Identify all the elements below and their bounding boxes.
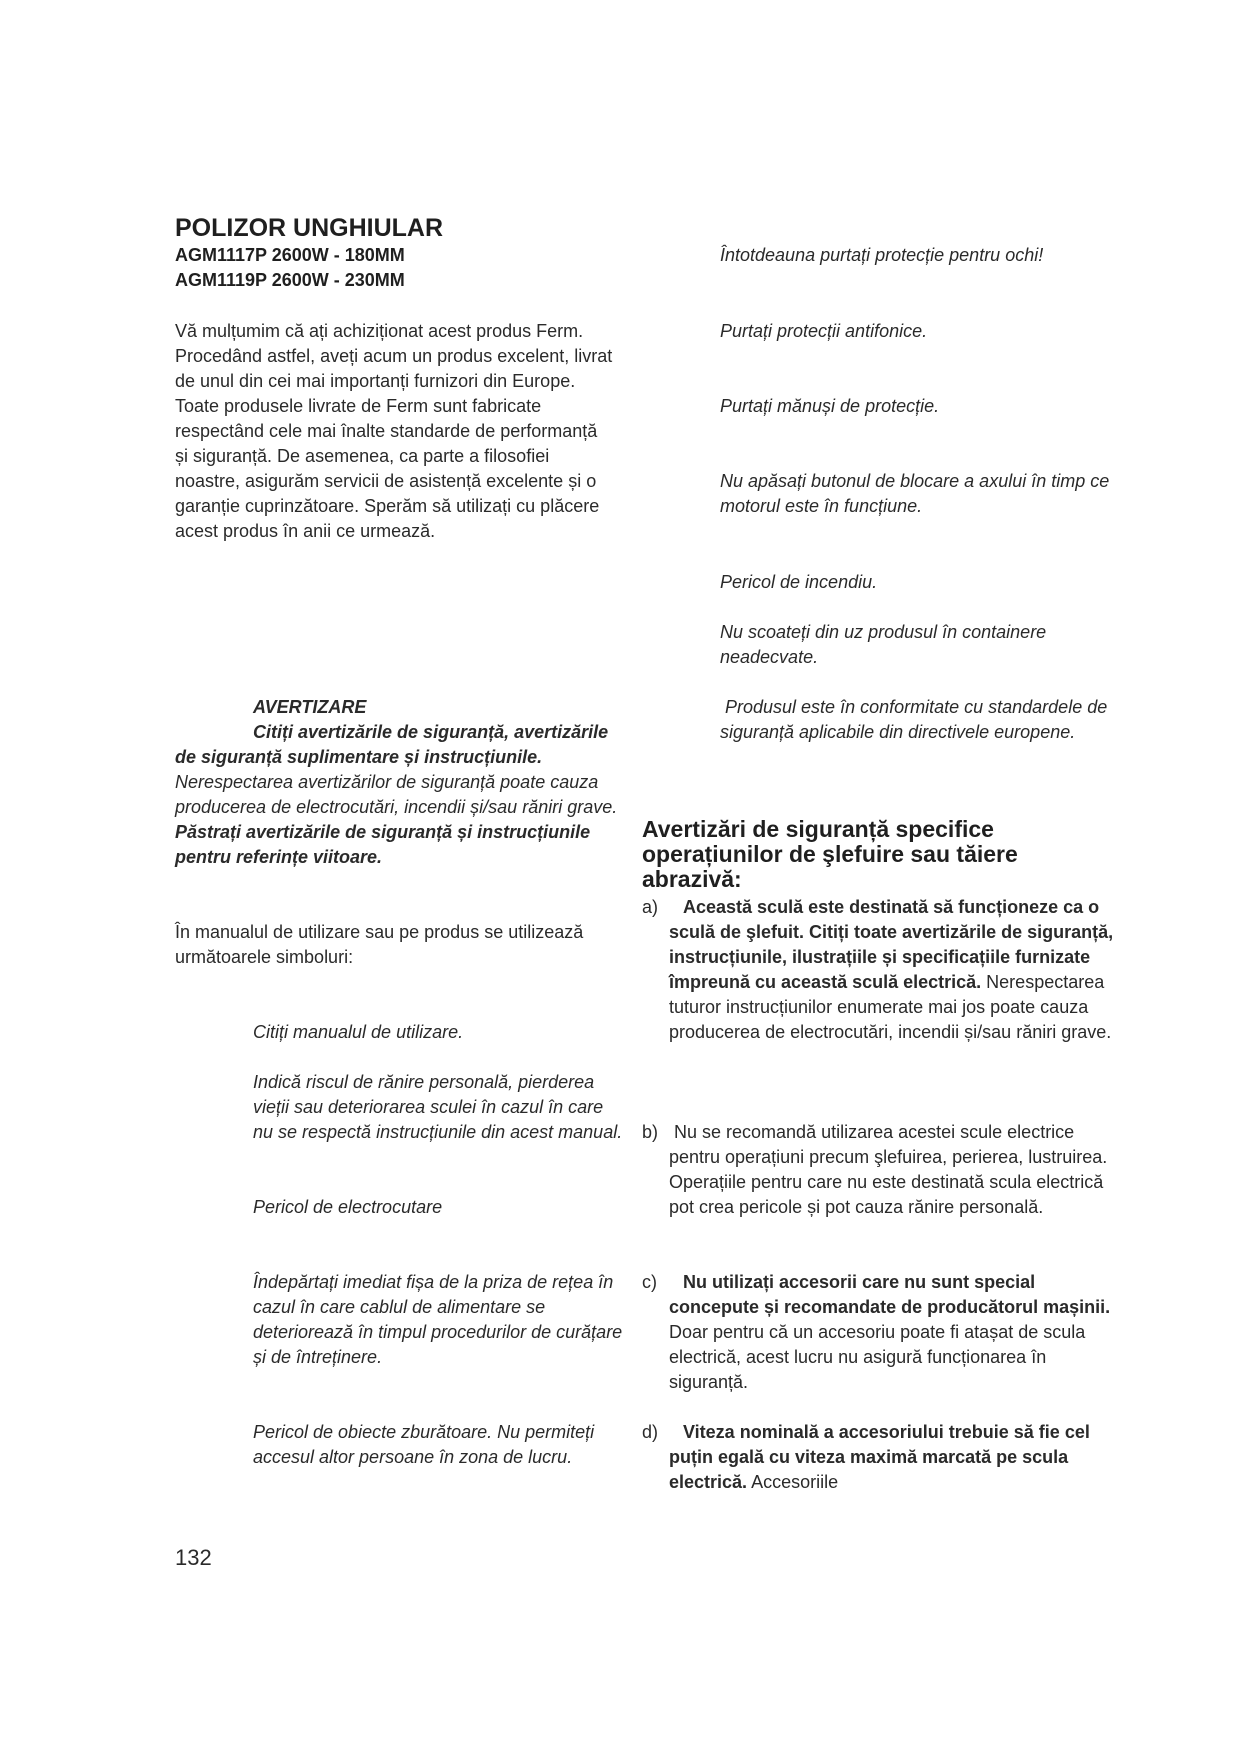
symbols-intro: În manualul de utilizare sau pe produs se utilizează următoarele simboluri: [175, 922, 584, 967]
item-label: d) [642, 1422, 659, 1442]
item-text: Această sculă este destinată să funcționeze ca o sculă de şlefuit. Citiți toate avertizările de siguranță, instrucțiunile, ilustrațiile și specificațiile furnizate împreună cu această sculă electrică. Nerespectarea tuturor instrucțiunilor enumerate mai jos poate cauza producerea de electrocutări, incendii și/sau răniri grave. [669, 897, 1114, 1042]
symbol-eye-protection: Întotdeauna purtați protecție pentru ochi! [720, 245, 1044, 265]
warning-text-1: Nerespectarea avertizărilor de siguranță poate cauza producerea de electrocutări, incendii și/sau răniri grave. [175, 772, 618, 817]
symbol-injury-risk: Indică riscul de rănire personală, pierderea vieții sau deteriorarea sculei în cazul în care nu se respectă instrucțiunile din acest manual. [253, 1072, 623, 1142]
list-item [642, 1120, 1122, 1220]
symbol-ce-conformity: Produsul este în conformitate cu standardele de siguranță aplicabile din directivele europene. [720, 697, 1108, 742]
list-item [642, 1420, 1122, 1495]
symbol-spindle-lock: Nu apăsați butonul de blocare a axului în timp ce motorul este în funcțiune. [720, 471, 1110, 516]
item-text: Viteza nominală a accesoriului trebuie să fie cel puțin egală cu viteza maximă marcată pe scula electrică. Accesoriile [669, 1422, 1090, 1492]
symbol-ear-protection: Purtați protecții antifonice. [720, 321, 928, 341]
symbol-gloves: Purtați mănuși de protecție. [720, 396, 940, 416]
warning-title: AVERTIZARE [253, 697, 367, 717]
symbol-electrocution: Pericol de electrocutare [253, 1197, 443, 1217]
section-heading: Avertizări de siguranță specifice operațiunilor de şlefuire sau tăiere abrazivă: [642, 816, 1018, 892]
page-title: POLIZOR UNGHIULAR [175, 214, 444, 242]
symbol-read-manual: Citiți manualul de utilizare. [253, 1022, 464, 1042]
model-line-2: AGM1119P 2600W - 230MM [175, 270, 405, 290]
symbol-fire-hazard: Pericol de incendiu. [720, 572, 878, 592]
symbol-disposal: Nu scoateți din uz produsul în containere neadecvate. [720, 622, 1047, 667]
item-text: Nu se recomandă utilizarea acestei scule electrice pentru operațiuni precum şlefuirea, perierea, lustruirea. Operațiile pentru care nu este destinată scula electrică pot crea pericole și pot cauza rănire personală. [669, 1122, 1108, 1217]
list-item [642, 1270, 1122, 1395]
symbol-unplug: Îndepărtați imediat fișa de la priza de rețea în cazul în care cablul de alimentare se deteriorează în timpul procedurilor de curățare și de întreținere. [253, 1272, 623, 1367]
warning-block [175, 695, 630, 870]
list-item [642, 895, 1122, 1045]
page-number: 132 [175, 1545, 212, 1570]
intro-paragraph: Vă mulțumim că ați achiziționat acest produs Ferm. Procedând astfel, aveți acum un produs excelent, livrat de unul din cei mai importanți furnizori din Europe. Toate produsele livrate de Ferm sunt fabricate respectând cele mai înalte standarde de performanță și siguranță. De asemenea, ca parte a filosofiei noastre, asigurăm servicii de asistență excelente și o garanție cuprinzătoare. Sperăm să utilizați cu plăcere acest produs în anii ce urmează. [175, 321, 613, 541]
symbol-flying-objects: Pericol de obiecte zburătoare. Nu permiteți accesul altor persoane în zona de lucru. [253, 1422, 595, 1467]
warning-bold-2: Păstrați avertizările de siguranță și instrucțiunile pentru referințe viitoare. [175, 822, 591, 867]
item-label: b) [642, 1122, 659, 1142]
model-line-1: AGM1117P 2600W - 180MM [175, 245, 405, 265]
warning-text [175, 720, 630, 870]
item-label: a) [642, 897, 659, 917]
warning-bold-1: Citiți avertizările de siguranță, avertizările de siguranță suplimentare și instrucțiunile. [175, 722, 609, 767]
item-text: Nu utilizați accesorii care nu sunt special concepute și recomandate de producătorul mașinii. Doar pentru că un accesoriu poate fi atașat de scula electrică, acest lucru nu asigură funcționarea în siguranță. [669, 1272, 1111, 1392]
item-label: c) [642, 1272, 657, 1292]
